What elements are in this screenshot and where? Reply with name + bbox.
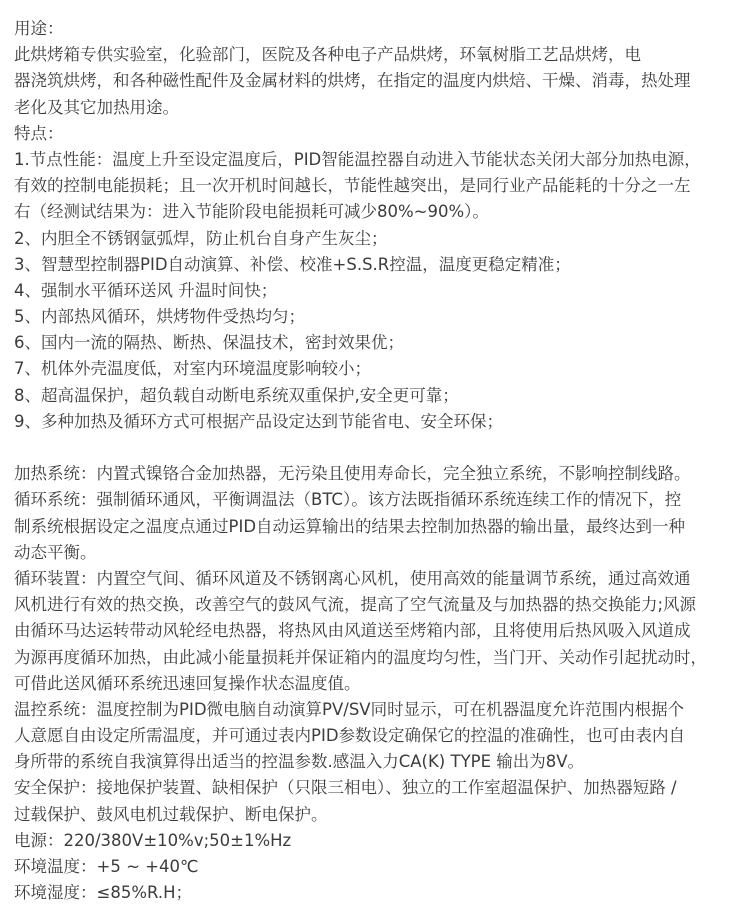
feature-line: 9、多种加热及循环方式可根据产品设定达到节能省电、安全环保； — [14, 411, 503, 431]
spec-line: 过载保护、鼓风电机过载保护、断电保护。 — [14, 804, 328, 824]
spec-line-safety: 安全保护：接地保护装置、缺相保护（只限三相电）、独立的工作室超温保护、加热器短路 / — [14, 778, 677, 798]
spec-line: 风机进行有效的热交换，改善空气的鼓风气流，提高了空气流量及与加热器的热交换能力;风源 — [14, 595, 697, 615]
product-description — [14, 16, 748, 906]
feature-line: 7、机体外壳温度低，对室内环境温度影响较小； — [14, 359, 371, 379]
feature-line: 右（经测试结果为：进入节能阶段电能损耗可减少80%~90%）。 — [14, 202, 489, 222]
spec-line-power: 电源：220/380V±10%v;50±1%Hz — [14, 830, 292, 850]
spec-line: 身所带的系统自我演算得出适当的控温参数.感温入力CA(K) TYPE 输出为8V。 — [14, 752, 585, 772]
spec-line-circulation-device: 循环装置：内置空气间、循环风道及不锈钢离心风机，使用高效的能量调节系统，通过高效通 — [14, 568, 691, 588]
feature-line: 3、智慧型控制器PID自动演算、补偿、校准+S.S.R控温，温度更稳定精准； — [14, 254, 571, 274]
spec-line: 由循环马达运转带动风轮经电热器，将热风由风道送至烤箱内部，且将使用后热风吸入风道成 — [14, 621, 691, 641]
usage-heading: 用途： — [14, 19, 64, 38]
spec-line-temperature-control: 温控系统：温度控制为PID微电脑自动演算PV/SV同时显示，可在机器温度允许范围内根据个 — [14, 699, 685, 719]
section-spacer — [14, 435, 748, 461]
feature-line: 8、超高温保护，超负载自动断电系统双重保护,安全更可靠； — [14, 385, 459, 405]
spec-line-circulation: 循环系统：强制循环通风，平衡调温法（BTC）。该方法既指循环系统连续工作的情况下，控 — [14, 490, 682, 510]
spec-line: 为源再度循环加热，由此减小能量损耗并保证箱内的温度均匀性，当门开、关动作引起扰动时， — [14, 647, 707, 667]
spec-line-ambient-humidity: 环境湿度：≤85%R.H； — [14, 883, 193, 903]
feature-line: 有效的控制电能损耗；且一次开机时间越长，节能性越突出，是同行业产品能耗的十分之一左 — [14, 176, 691, 196]
spec-line: 人意愿自由设定所需温度，并可通过表内PID参数设定确保它的控温的准确性，也可由表内自 — [14, 726, 686, 746]
spec-line: 可借此送风循环系统迅速回复操作状态温度值。 — [14, 673, 361, 693]
feature-line: 1.节点性能：温度上升至设定温度后，PID智能温控器自动进入节能状态关闭大部分加热电源， — [14, 149, 701, 169]
feature-line: 6、国内一流的隔热、断热、保温技术，密封效果优； — [14, 333, 404, 353]
usage-line: 此烘烤箱专供实验室，化验部门，医院及各种电子产品烘烤，环氧树脂工艺品烘烤，电 — [14, 45, 641, 65]
usage-line: 器浇筑烘烤，和各种磁性配件及金属材料的烘烤，在指定的温度内烘焙、干燥、消毒，热处理 — [14, 71, 691, 91]
spec-line-heating: 加热系统：内置式镍铬合金加热器，无污染且使用寿命长，完全独立系统，不影响控制线路。 — [14, 464, 691, 484]
feature-line: 5、内部热风循环，烘烤物件受热均匀； — [14, 307, 305, 327]
feature-line: 2、内胆全不锈钢氩弧焊，防止机台自身产生灰尘； — [14, 228, 388, 248]
spec-line: 制系统根据设定之温度点通过PID自动运算输出的结果去控制加热器的输出量，最终达到一种 — [14, 516, 686, 536]
spec-line: 动态平衡。 — [14, 542, 97, 562]
spec-line-ambient-temperature: 环境温度：+5 ~ +40℃ — [14, 857, 199, 876]
features-heading: 特点： — [14, 123, 64, 143]
feature-line: 4、强制水平循环送风 升温时间快； — [14, 280, 278, 300]
usage-line: 老化及其它加热用途。 — [14, 97, 179, 117]
